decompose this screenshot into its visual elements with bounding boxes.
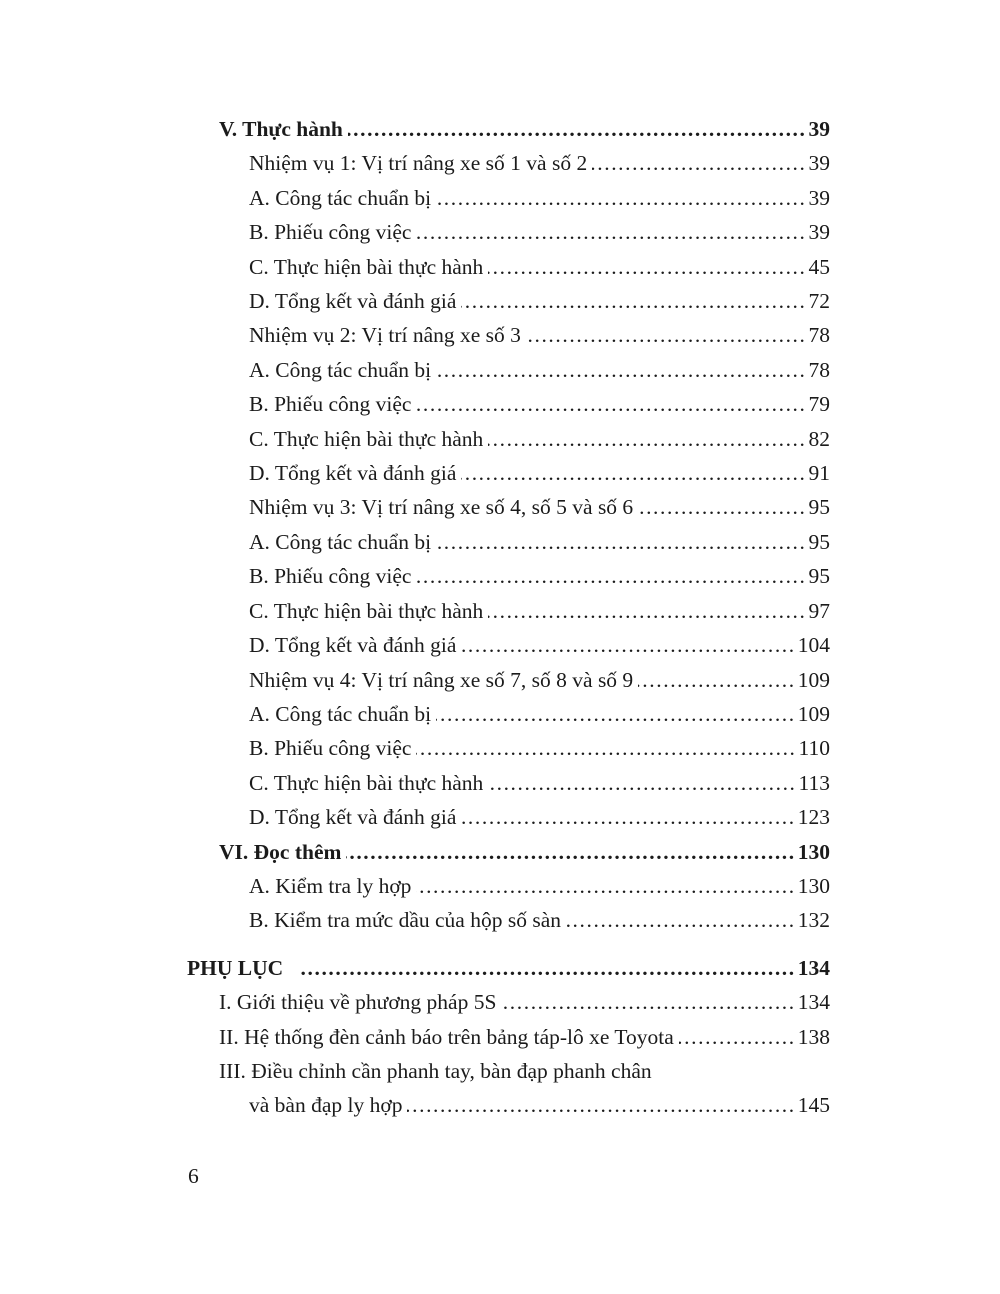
- toc-entry-page: 39: [808, 151, 830, 176]
- toc-entry-page: 79: [808, 392, 830, 417]
- toc-entry-page: 72: [808, 289, 830, 314]
- dot-leader: [461, 284, 806, 318]
- toc-entry-page: 134: [797, 990, 830, 1015]
- toc-row: [187, 697, 830, 731]
- dot-leader: [488, 766, 796, 800]
- toc-entry-page: 82: [808, 426, 830, 451]
- toc-row: [187, 985, 830, 1019]
- toc-entry-label: B. Phiếu công việc: [249, 392, 412, 417]
- toc-row: [187, 525, 830, 559]
- toc-row: [187, 594, 830, 628]
- dot-leader: [416, 387, 806, 421]
- toc-row: [187, 318, 830, 352]
- dot-leader: [346, 835, 795, 869]
- dot-leader: [348, 112, 807, 146]
- toc-entry-label: PHỤ LỤC: [187, 955, 284, 980]
- toc-entry-label: Nhiệm vụ 1: Vị trí nâng xe số 1 và số 2: [249, 151, 588, 176]
- toc-entry-label: A. Công tác chuẩn bị: [249, 529, 432, 554]
- dot-leader: [566, 903, 796, 937]
- toc-entry-page: 109: [797, 701, 830, 726]
- toc-list: [187, 112, 830, 1123]
- toc-row: [187, 456, 830, 490]
- toc-row: [187, 353, 830, 387]
- toc-entry-label: C. Thực hiện bài thực hành: [249, 770, 484, 795]
- toc-entry-label: Nhiệm vụ 3: Vị trí nâng xe số 4, số 5 và số 6: [249, 495, 634, 520]
- toc-entry-label: và bàn đạp ly hợp: [249, 1093, 403, 1118]
- toc-entry-label: B. Kiểm tra mức dầu của hộp số sàn: [249, 908, 561, 933]
- dot-leader: [638, 490, 806, 524]
- toc-entry-page: 132: [797, 908, 830, 933]
- dot-leader: [501, 985, 795, 1019]
- toc-row: [187, 284, 830, 318]
- dot-leader: [416, 559, 806, 593]
- dot-leader: [416, 869, 795, 903]
- toc-entry-page: 134: [797, 955, 830, 980]
- toc-entry-page: 97: [808, 598, 830, 623]
- toc-entry-page: 130: [797, 839, 830, 864]
- toc-entry-page: 123: [797, 805, 830, 830]
- dot-leader: [679, 1020, 796, 1054]
- toc-row: [187, 800, 830, 834]
- toc-entry-label: C. Thực hiện bài thực hành: [249, 426, 484, 451]
- toc-row: [187, 1054, 830, 1088]
- dot-leader: [436, 525, 806, 559]
- toc-entry-label: A. Công tác chuẩn bị: [249, 185, 432, 210]
- toc-row: [187, 215, 830, 249]
- toc-entry-page: 45: [808, 254, 830, 279]
- toc-entry-label: C. Thực hiện bài thực hành: [249, 598, 484, 623]
- toc-entry-label: D. Tổng kết và đánh giá: [249, 461, 457, 486]
- toc-entry-page: 113: [798, 770, 830, 795]
- toc-row: [187, 146, 830, 180]
- toc-entry-page: 95: [808, 564, 830, 589]
- toc-entry-label: D. Tổng kết và đánh giá: [249, 289, 457, 314]
- toc-row: [187, 181, 830, 215]
- toc-entry-page: 39: [808, 117, 830, 141]
- dot-leader: [436, 697, 796, 731]
- toc-entry-label: V. Thực hành: [219, 117, 343, 141]
- toc-row: [187, 559, 830, 593]
- toc-entry-page: 145: [797, 1093, 830, 1118]
- toc-entry-label: B. Phiếu công việc: [249, 736, 412, 761]
- toc-entry-page: 138: [797, 1024, 830, 1049]
- toc-entry-label: D. Tổng kết và đánh giá: [249, 633, 457, 658]
- dot-leader: [299, 951, 796, 985]
- toc-entry-label: I. Giới thiệu về phương pháp 5S: [219, 990, 497, 1015]
- toc-row: [187, 766, 830, 800]
- toc-row: [187, 250, 830, 284]
- toc-row: [187, 1020, 830, 1054]
- toc-entry-label: VI. Đọc thêm: [219, 839, 342, 864]
- toc-entry-page: 39: [808, 220, 830, 245]
- dot-leader: [638, 663, 796, 697]
- dot-leader: [461, 800, 795, 834]
- toc-row: [187, 1088, 830, 1122]
- dot-leader: [488, 422, 806, 456]
- dot-leader: [488, 250, 806, 284]
- dot-leader: [416, 215, 806, 249]
- toc-row: [187, 835, 830, 869]
- toc-row: [187, 422, 830, 456]
- toc-entry-label: Nhiệm vụ 2: Vị trí nâng xe số 3: [249, 323, 521, 348]
- toc-entry-label: III. Điều chỉnh cần phanh tay, bàn đạp phanh chân: [219, 1058, 652, 1083]
- toc-entry-page: 130: [797, 873, 830, 898]
- dot-leader: [461, 628, 795, 662]
- toc-entry-page: 95: [808, 495, 830, 520]
- toc-entry-label: A. Kiểm tra ly hợp: [249, 873, 412, 898]
- toc-entry-page: 91: [808, 461, 830, 486]
- toc-entry-page: 39: [808, 185, 830, 210]
- page-number: 6: [188, 1163, 199, 1188]
- toc-row: [187, 628, 830, 662]
- toc-entry-label: II. Hệ thống đèn cảnh báo trên bảng táp-lô xe Toyota: [219, 1024, 674, 1049]
- toc-entry-label: B. Phiếu công việc: [249, 564, 412, 589]
- dot-leader: [436, 181, 806, 215]
- toc-entry-label: A. Công tác chuẩn bị: [249, 701, 432, 726]
- dot-leader: [407, 1088, 795, 1122]
- toc-entry-label: C. Thực hiện bài thực hành: [249, 254, 484, 279]
- dot-leader: [592, 146, 806, 180]
- toc-row: [187, 490, 830, 524]
- toc-row: [187, 951, 830, 985]
- dot-leader: [526, 318, 807, 352]
- toc-row: [187, 903, 830, 937]
- toc-entry-page: 78: [808, 357, 830, 382]
- toc-entry-label: D. Tổng kết và đánh giá: [249, 805, 457, 830]
- dot-leader: [461, 456, 806, 490]
- toc-row: [187, 663, 830, 697]
- dot-leader: [416, 731, 796, 765]
- toc-entry-page: 104: [797, 633, 830, 658]
- toc-row: [187, 869, 830, 903]
- toc-entry-label: A. Công tác chuẩn bị: [249, 357, 432, 382]
- toc-entry-page: 78: [808, 323, 830, 348]
- toc-entry-label: B. Phiếu công việc: [249, 220, 412, 245]
- toc-row: [187, 112, 830, 146]
- toc-row: [187, 387, 830, 421]
- dot-leader: [436, 353, 806, 387]
- dot-leader: [488, 594, 806, 628]
- toc-entry-label: Nhiệm vụ 4: Vị trí nâng xe số 7, số 8 và số 9: [249, 667, 634, 692]
- toc-entry-page: 110: [798, 736, 830, 761]
- toc-entry-page: 109: [797, 667, 830, 692]
- toc-row: [187, 731, 830, 765]
- toc-entry-page: 95: [808, 529, 830, 554]
